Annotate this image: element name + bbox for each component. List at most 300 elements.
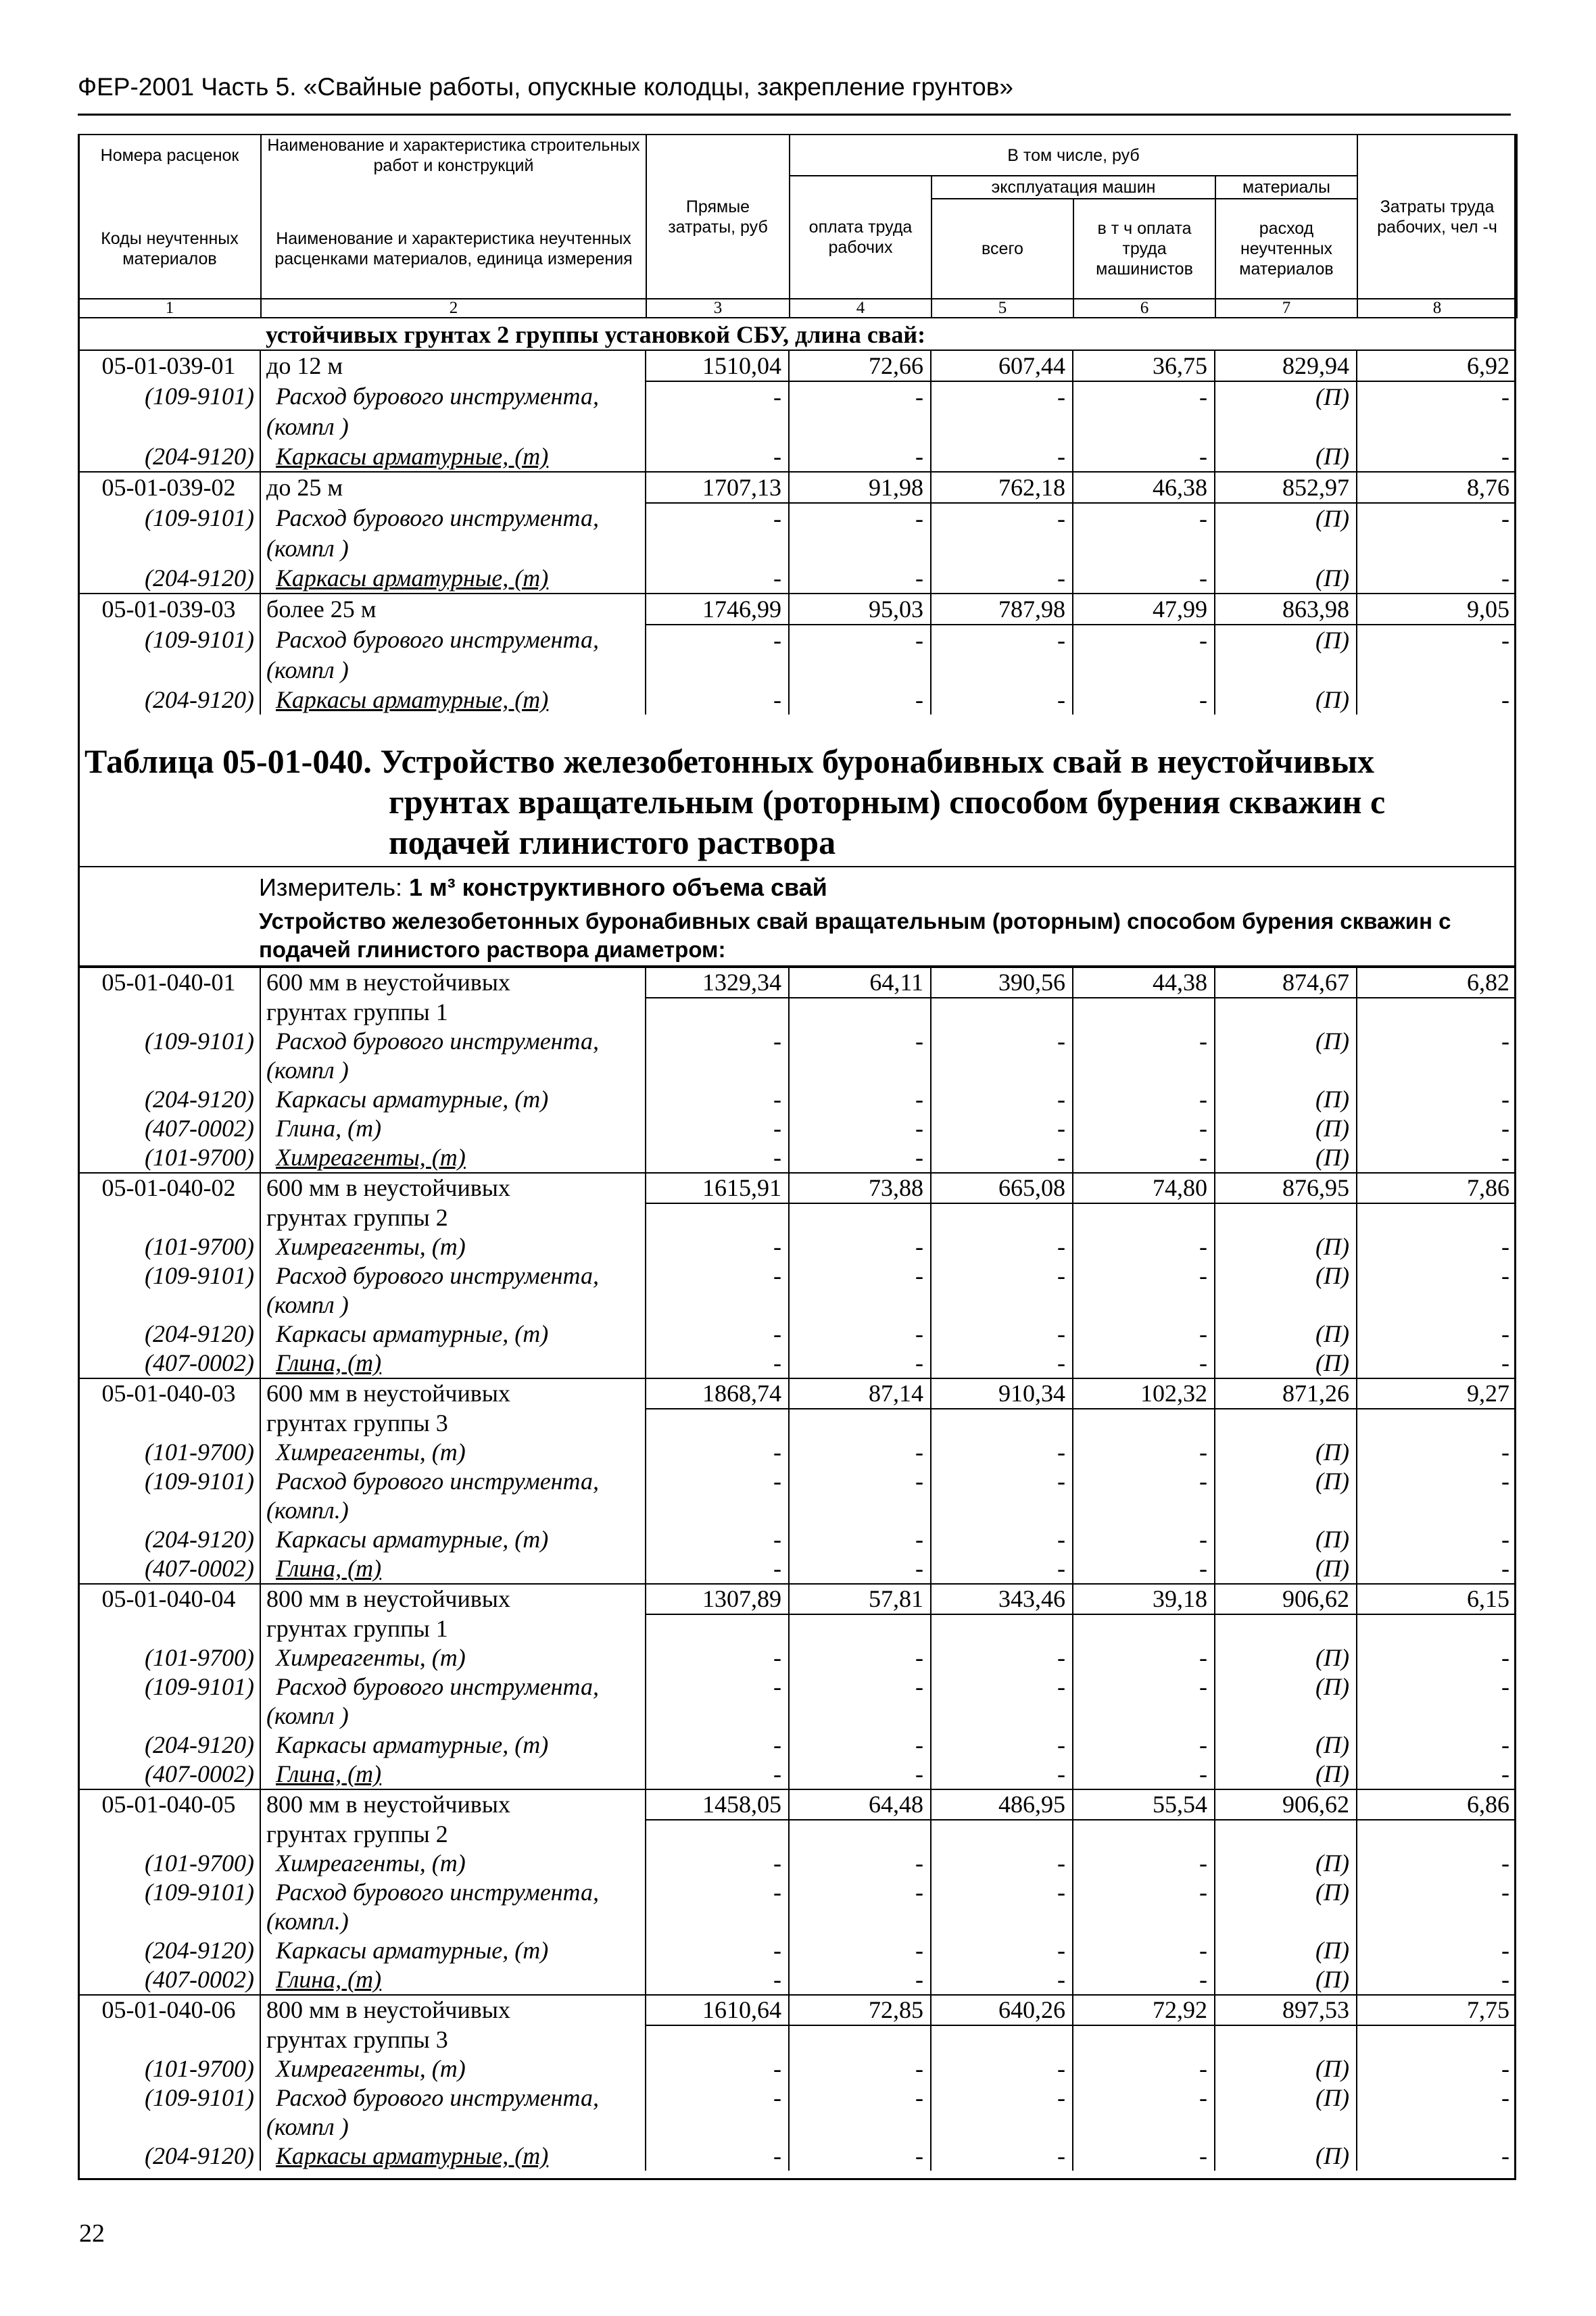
dash-cell: - [931,2054,1073,2083]
empty-cell [646,1203,789,1232]
material-name: Химреагенты, (т) [260,2054,646,2083]
empty-cell [931,1614,1073,1643]
rate-name-cont: грунтах группы 3 [260,2025,646,2054]
empty-cell [1073,1496,1215,1525]
dash-cell: - [931,1554,1073,1584]
dash-cell: - [789,1320,931,1349]
material-row [78,1878,1516,1907]
dash-cell: - [789,1525,931,1554]
rate-name: 600 мм в неустойчивых [260,1378,646,1409]
material-row-cont [78,1056,1516,1085]
material-row [78,1936,1516,1965]
dash-cell: - [931,1965,1073,1995]
col4-header: оплата труда рабочих [790,176,932,299]
empty-cell [1073,1907,1215,1936]
dash-cell: - [646,441,789,472]
material-name-cont: (компл ) [260,1056,646,1085]
material-code: (204-9120) [78,1731,260,1760]
materials-cost: 852,97 [1215,472,1357,503]
dash-cell: - [646,1114,789,1143]
material-row [78,2054,1516,2083]
dash-cell: - [931,1525,1073,1554]
table-description: Устройство железобетонных буронабивных свай вращательным (роторным) способом бурения скважин с подачей глинистого раствора диаметром: [259,909,1451,962]
empty-cell [789,1056,931,1085]
rate-name: 800 мм в неустойчивых [260,1789,646,1820]
dash-cell: - [789,1438,931,1467]
table-title-line3: подачей глинистого раствора [389,823,836,861]
dash-cell: - [789,2142,931,2171]
material-flag: (П) [1215,1467,1357,1496]
dash-cell: - [789,441,931,472]
empty-cell [1215,1907,1357,1936]
dash-cell: - [931,685,1073,715]
material-name: Глина, (т) [260,1554,646,1584]
empty-cell [1215,1290,1357,1320]
empty-cell [646,1702,789,1731]
material-code: (109-9101) [78,503,260,533]
col-number: 3 [646,299,790,318]
material-name: Каркасы арматурные, (т) [260,1731,646,1760]
material-code: (204-9120) [78,1085,260,1114]
dash-cell: - [1073,1438,1215,1467]
material-flag: (П) [1215,1936,1357,1965]
title-separator [78,866,1516,867]
empty-cell [1215,655,1357,685]
dash-cell: - [1501,2142,1509,2169]
material-flag: (П) [1215,625,1357,655]
empty-cell [931,1056,1073,1085]
labor-cost: 72,66 [789,350,931,381]
material-row-cont [78,2113,1516,2142]
dash-cell: - [1073,685,1215,715]
col8-header: Затраты труда рабочих, чел -ч [1357,135,1517,299]
dash-cell: - [931,625,1073,655]
labor-cost: 72,85 [789,1995,931,2025]
material-flag: (П) [1215,1554,1357,1584]
operator-cost: 72,92 [1073,1995,1215,2025]
rate-name-cont: грунтах группы 1 [260,998,646,1027]
rate-row [78,1173,1516,1203]
direct-cost: 1307,89 [646,1584,789,1614]
material-name: Расход бурового инструмента, [260,1467,646,1496]
material-row [78,1349,1516,1378]
dash-cell: - [931,2083,1073,2113]
material-name: Каркасы арматурные, (т) [260,2142,646,2171]
dash-cell: - [1501,564,1510,592]
empty-cell [931,533,1073,563]
empty-cell [1073,2025,1215,2054]
empty-cell [1357,1203,1516,1232]
empty-cell [78,1820,260,1849]
dash-cell: - [1501,1233,1509,1260]
empty-cell [78,2113,260,2142]
dash-cell: - [789,1731,931,1760]
dash-cell: - [1073,1027,1215,1056]
dash-cell: - [931,1349,1073,1378]
dash-cell: - [1501,1966,1509,1993]
empty-cell [1073,2113,1215,2142]
material-code: (109-9101) [78,625,260,655]
material-flag: (П) [1215,685,1357,715]
empty-cell [931,1409,1073,1438]
empty-cell [931,655,1073,685]
empty-cell [1357,1614,1516,1643]
dash-cell: - [1501,1555,1509,1582]
empty-cell [646,655,789,685]
direct-cost: 1510,04 [646,350,789,381]
empty-cell [931,2113,1073,2142]
material-flag: (П) [1215,1643,1357,1672]
material-flag: (П) [1215,1027,1357,1056]
material-row [78,1143,1516,1173]
material-row [78,563,1516,594]
direct-cost: 1746,99 [646,594,789,625]
empty-cell [1215,412,1357,441]
dash-cell: - [1501,1028,1509,1055]
material-flag: (П) [1215,1965,1357,1995]
material-code: (109-9101) [78,1261,260,1290]
material-name: Расход бурового инструмента, [260,503,646,533]
page-number: 22 [79,2219,105,2248]
material-name-cont: (компл ) [260,655,646,685]
section1-table [78,320,1516,715]
col-number: 8 [1357,299,1517,318]
empty-cell [1357,1702,1516,1731]
material-name: Расход бурового инструмента, [260,1261,646,1290]
dash-cell: - [646,1261,789,1290]
breakdown-header: В том числе, руб [790,135,1357,176]
dash-cell: - [789,1849,931,1878]
dash-cell: - [1073,1261,1215,1290]
empty-cell [789,533,931,563]
empty-cell [1215,998,1357,1027]
col-number: 2 [261,299,646,318]
dash-cell: - [646,1085,789,1114]
rate-name-cont: грунтах группы 2 [260,1820,646,1849]
dash-cell: - [931,1143,1073,1173]
labor-hours: 6,82 [1357,967,1516,998]
material-name-cont: (компл.) [260,1496,646,1525]
material-row [78,685,1516,715]
empty-cell [1357,1056,1516,1085]
material-name: Каркасы арматурные, (т) [260,685,646,715]
col2-header-bottom: Наименование и характеристика неучтенных расценками материалов, единица измерения [261,199,646,299]
empty-cell [789,1614,931,1643]
empty-cell [1357,2025,1516,2054]
dash-cell: - [789,1554,931,1584]
dash-cell: - [646,2054,789,2083]
dash-cell: - [1073,1731,1215,1760]
empty-cell [931,2025,1073,2054]
material-flag: (П) [1215,1349,1357,1378]
dash-cell: - [646,1438,789,1467]
dash-cell: - [931,1027,1073,1056]
material-code: (204-9120) [78,685,260,715]
material-row-cont [78,1907,1516,1936]
empty-cell [78,1056,260,1085]
dash-cell: - [789,2083,931,2113]
material-name-cont: (компл.) [260,1907,646,1936]
col6-header: в т ч оплата труда машинистов [1073,199,1215,299]
empty-cell [789,1290,931,1320]
operator-cost: 102,32 [1073,1378,1215,1409]
empty-cell [1073,1409,1215,1438]
empty-cell [1215,1820,1357,1849]
machine-cost: 665,08 [931,1173,1073,1203]
dash-cell: - [1073,441,1215,472]
material-row [78,441,1516,472]
rate-row [78,350,1516,381]
dash-cell: - [1501,1526,1509,1553]
empty-cell [789,412,931,441]
dash-cell: - [1073,1965,1215,1995]
dash-cell: - [931,1936,1073,1965]
material-name: Глина, (т) [260,1114,646,1143]
col7-header: расход неучтенных материалов [1215,199,1357,299]
dash-cell: - [1073,1643,1215,1672]
dash-cell: - [646,1731,789,1760]
col-number: 6 [1073,299,1215,318]
empty-cell [646,412,789,441]
table-title-line1: Таблица 05-01-040. Устройство железобетонных буронабивных свай в неустойчивых [84,742,1374,780]
rate-row [78,967,1516,998]
col-number: 7 [1215,299,1357,318]
operator-cost: 74,80 [1073,1173,1215,1203]
machine-cost: 607,44 [931,350,1073,381]
material-flag: (П) [1215,1232,1357,1261]
dash-cell: - [931,441,1073,472]
empty-cell [1073,1056,1215,1085]
rate-name: до 12 м [260,350,646,381]
material-code: (109-9101) [78,1027,260,1056]
dash-cell: - [789,1643,931,1672]
material-code: (101-9700) [78,1438,260,1467]
material-code: (407-0002) [78,1554,260,1584]
direct-cost: 1329,34 [646,967,789,998]
empty-cell [646,1496,789,1525]
material-flag: (П) [1215,2083,1357,2113]
empty-cell [789,1820,931,1849]
dash-cell: - [1073,381,1215,412]
material-code: (109-9101) [78,1672,260,1702]
material-row [78,625,1516,655]
dash-cell: - [1073,503,1215,533]
material-flag: (П) [1215,1143,1357,1173]
rate-row [78,1378,1516,1409]
dash-cell: - [646,1849,789,1878]
labor-hours: 9,27 [1357,1378,1516,1409]
empty-cell [789,1702,931,1731]
dash-cell: - [931,1438,1073,1467]
material-flag: (П) [1215,1438,1357,1467]
dash-cell: - [1501,1349,1509,1376]
dash-cell: - [789,1232,931,1261]
material-name: Каркасы арматурные, (т) [260,1085,646,1114]
dash-cell: - [931,2142,1073,2171]
material-flag: (П) [1215,441,1357,472]
dash-cell: - [931,1232,1073,1261]
operator-cost: 36,75 [1073,350,1215,381]
material-name-cont: (компл ) [260,533,646,563]
empty-cell [1073,412,1215,441]
dash-cell: - [1501,1850,1509,1877]
dash-cell: - [646,685,789,715]
dash-cell: - [646,1878,789,1907]
dash-cell: - [1501,443,1510,470]
dash-cell: - [1501,383,1510,410]
empty-cell [646,533,789,563]
dash-cell: - [646,563,789,594]
rate-code: 05-01-040-01 [78,967,260,998]
dash-cell: - [1073,1467,1215,1496]
material-name: Расход бурового инструмента, [260,381,646,412]
rate-name: 600 мм в неустойчивых [260,1173,646,1203]
material-row-cont [78,1702,1516,1731]
rate-code: 05-01-039-02 [78,472,260,503]
empty-cell [789,1409,931,1438]
material-row [78,1085,1516,1114]
dash-cell: - [1073,2054,1215,2083]
empty-cell [78,998,260,1027]
operator-cost: 55,54 [1073,1789,1215,1820]
dash-cell: - [789,2054,931,2083]
dash-cell: - [1501,1320,1509,1347]
material-code: (407-0002) [78,1114,260,1143]
materials-cost: 906,62 [1215,1584,1357,1614]
material-name: Химреагенты, (т) [260,1849,646,1878]
dash-cell: - [646,1936,789,1965]
rate-name: 800 мм в неустойчивых [260,1995,646,2025]
rate-name: 600 мм в неустойчивых [260,967,646,998]
material-flag: (П) [1215,1525,1357,1554]
material-name: Расход бурового инструмента, [260,1878,646,1907]
empty-cell [789,655,931,685]
dash-cell: - [1073,1143,1215,1173]
dash-cell: - [789,1027,931,1056]
material-row [78,1438,1516,1467]
dash-cell: - [1501,1144,1509,1171]
dash-cell: - [646,1143,789,1173]
material-name-cont: (компл ) [260,1290,646,1320]
page-header: ФЕР-2001 Часть 5. «Свайные работы, опускные колодцы, закрепление грунтов» [78,73,1511,116]
rate-name-cont: грунтах группы 3 [260,1409,646,1438]
material-flag: (П) [1215,1731,1357,1760]
dash-cell: - [646,1349,789,1378]
dash-cell: - [1501,1879,1509,1906]
material-name: Расход бурового инструмента, [260,625,646,655]
dash-cell: - [646,1320,789,1349]
labor-hours: 7,75 [1357,1995,1516,2025]
empty-cell [1073,533,1215,563]
empty-cell [931,1203,1073,1232]
material-row [78,2142,1516,2171]
dash-cell: - [931,1849,1073,1878]
rate-name: 800 мм в неустойчивых [260,1584,646,1614]
empty-cell [789,1907,931,1936]
empty-cell [1357,533,1516,563]
empty-cell [646,1907,789,1936]
empty-cell [1215,1702,1357,1731]
material-code: (204-9120) [78,563,260,594]
dash-cell: - [931,1672,1073,1702]
labor-hours: 6,92 [1357,350,1516,381]
material-flag: (П) [1215,1760,1357,1789]
material-row [78,503,1516,533]
material-row [78,1760,1516,1789]
materials-cost: 906,62 [1215,1789,1357,1820]
dash-cell: - [789,381,931,412]
dash-cell: - [1501,1731,1509,1758]
dash-cell: - [1501,1439,1509,1466]
material-code: (407-0002) [78,1760,260,1789]
rate-row [78,472,1516,503]
material-row [78,1261,1516,1290]
dash-cell: - [931,1760,1073,1789]
material-flag: (П) [1215,1261,1357,1290]
material-code: (101-9700) [78,1643,260,1672]
dash-cell: - [931,1085,1073,1114]
material-row [78,1027,1516,1056]
dash-cell: - [789,563,931,594]
dash-cell: - [931,1261,1073,1290]
machine-cost: 787,98 [931,594,1073,625]
dash-cell: - [931,381,1073,412]
rate-row-cont [78,1409,1516,1438]
rate-row-cont [78,2025,1516,2054]
empty-cell [931,1496,1073,1525]
materials-cost: 876,95 [1215,1173,1357,1203]
dash-cell: - [1073,563,1215,594]
material-name: Глина, (т) [260,1965,646,1995]
labor-hours: 7,86 [1357,1173,1516,1203]
material-name: Каркасы арматурные, (т) [260,1525,646,1554]
machine-cost: 486,95 [931,1789,1073,1820]
labor-cost: 87,14 [789,1378,931,1409]
material-row [78,1849,1516,1878]
material-code: (109-9101) [78,1878,260,1907]
dash-cell: - [1501,1468,1509,1495]
rate-row-cont [78,1820,1516,1849]
material-row-cont [78,1496,1516,1525]
col2-header-top: Наименование и характеристика строительных работ и конструкций [261,135,646,176]
material-code: (109-9101) [78,1467,260,1496]
col-number: 5 [932,299,1073,318]
dash-cell: - [1073,1085,1215,1114]
empty-cell [646,1056,789,1085]
col1-header-bottom: Коды неучтенных материалов [78,199,261,299]
col-number: 4 [790,299,932,318]
material-name: Каркасы арматурные, (т) [260,563,646,594]
dash-cell: - [1501,505,1510,532]
material-name-cont: (компл ) [260,412,646,441]
direct-cost: 1458,05 [646,1789,789,1820]
dash-cell: - [1073,1760,1215,1789]
empty-cell [646,1820,789,1849]
column-header [78,134,1518,299]
machine-cost: 640,26 [931,1995,1073,2025]
dash-cell: - [646,2083,789,2113]
material-code: (407-0002) [78,1965,260,1995]
column-numbers [78,298,1518,318]
material-row [78,1114,1516,1143]
labor-cost: 57,81 [789,1584,931,1614]
empty-cell [1357,1820,1516,1849]
material-row [78,1320,1516,1349]
dash-cell: - [931,563,1073,594]
dash-cell: - [931,503,1073,533]
dash-cell: - [646,1760,789,1789]
empty-cell [646,2113,789,2142]
